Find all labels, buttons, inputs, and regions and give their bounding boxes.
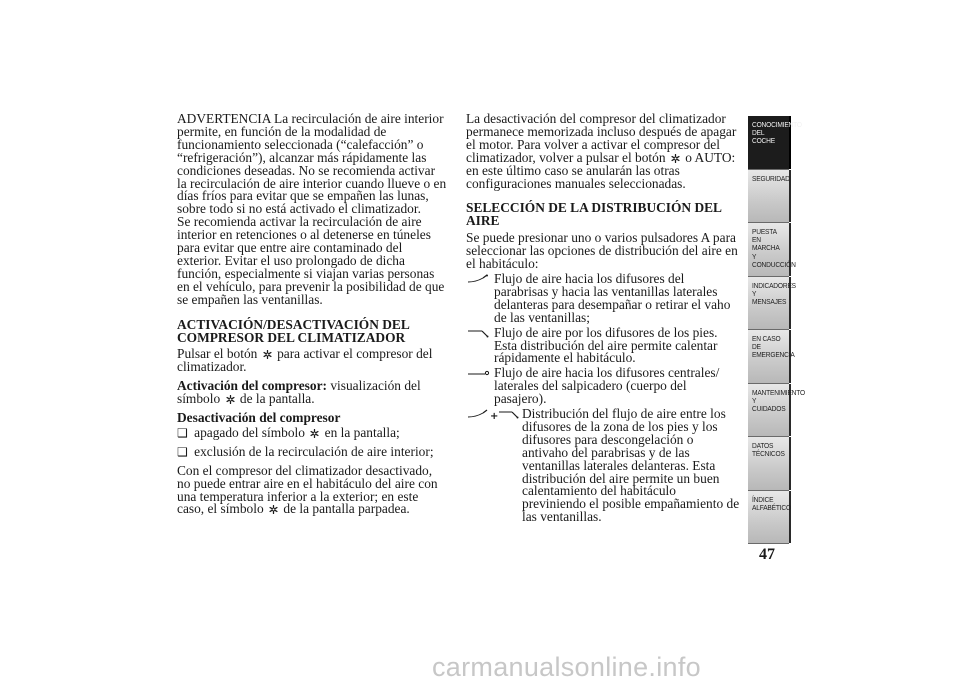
warning-paragraph <box>177 113 447 307</box>
list-item-text: Flujo de aire hacia los difusores centrales/ laterales del salpicadero (cuerpo del pasajero). <box>494 365 720 407</box>
intro-text-pre: La desactivación del compresor del climatizador permanece memorizada incluso después de apagar el motor. Para volver a activar el compresor del climatizador, volver a pulsar el botón <box>466 111 737 165</box>
tab-seguridad[interactable] <box>748 170 791 223</box>
section-title-compressor: ACTIVACIÓN/DESACTIVACIÓN DEL COMPRESOR DEL CLIMATIZADOR <box>177 316 410 345</box>
snowflake-icon <box>226 395 235 404</box>
feet-air-icon <box>466 327 490 340</box>
deactivation-label-text: Desactivación del compresor <box>177 410 341 426</box>
tab-puesta-en-marcha[interactable] <box>748 223 796 276</box>
tab-label: MANTENIMIENTO Y CUIDADOS <box>752 387 805 413</box>
tab-indicadores-y-mensajes[interactable] <box>748 277 796 330</box>
tab-en-caso-de-emergencia[interactable] <box>748 330 795 383</box>
list-item <box>466 408 742 524</box>
list-item-text: Flujo de aire hacia los difusores del parabrisas y hacia las ventanillas laterales delanteras para desempañar o retirar el vaho de las ventanillas; <box>494 270 731 325</box>
activation-paragraph <box>177 380 447 406</box>
snowflake-icon <box>263 350 272 359</box>
section-title-distribution: SELECCIÓN DE LA DISTRIBUCIÓN DEL AIRE <box>466 200 722 229</box>
distribution-intro: Se puede presionar uno o varios pulsadores A para seleccionar las opciones de distribución del aire en el habitáculo: <box>466 230 738 272</box>
page-number: 47 <box>759 546 775 563</box>
tab-indice-alfabetico[interactable] <box>748 491 791 544</box>
final-text-post: de la pantalla parpadea. <box>283 501 410 517</box>
deactivation-label <box>177 412 447 425</box>
snowflake-icon <box>671 154 680 163</box>
center-vents-air-icon <box>466 367 490 380</box>
tab-label: EN CASO DE EMERGENCIA <box>752 334 795 360</box>
snowflake-icon <box>269 505 278 514</box>
activation-label: Activación del compresor: <box>177 378 327 394</box>
left-column <box>177 113 447 522</box>
intro-paragraph <box>466 113 742 190</box>
intro-text-post: o AUTO: en este último caso se anularán las otras configuraciones manuales seleccionadas. <box>466 149 736 191</box>
right-column <box>466 113 742 526</box>
activation-text-pre: visualización del símbolo <box>177 378 421 407</box>
bullet1-pre: apagado del símbolo <box>194 424 305 440</box>
activation-text-post: de la pantalla. <box>239 391 315 407</box>
press-paragraph <box>177 348 447 374</box>
bullet-item <box>177 443 447 459</box>
tab-label: INDICADORES Y MENSAJES <box>752 280 796 306</box>
tab-label: ÍNDICE ALFABÉTICO <box>752 494 791 512</box>
feet-and-windscreen-air-icon <box>466 408 520 421</box>
windscreen-air-icon <box>466 273 490 286</box>
tab-label: SEGURIDAD <box>752 173 790 183</box>
tab-mantenimiento-y-cuidados[interactable] <box>748 384 805 437</box>
warning-text-2: Se recomienda activar la recirculación de aire interior en retenciones o al detenerse en túneles para evitar que entre aire contaminado del exterior. Evitar el uso prolongado de dicha función, especialmente si viajan varias personas en el vehículo, para prevenir la posibilidad de que se empañen las ventanillas. <box>177 214 445 307</box>
bullet2-text: exclusión de la recirculación de aire interior; <box>194 443 434 459</box>
svg-text:+: + <box>490 411 499 422</box>
bullet-item <box>177 424 447 440</box>
tab-label: DATOS TÉCNICOS <box>752 441 785 459</box>
list-item <box>466 324 742 366</box>
press-text-pre: Pulsar el botón <box>177 346 258 362</box>
tab-label: PUESTA EN MARCHA Y CONDUCCIÓN <box>752 227 796 269</box>
final-paragraph <box>177 462 447 517</box>
watermark: carmanualsonline.info <box>432 652 701 682</box>
snowflake-icon <box>310 429 319 438</box>
list-item <box>466 367 742 406</box>
final-text-pre: Con el compresor del climatizador desactivado, no puede entrar aire en el habitáculo del aire con una temperatura inferior a la exterior; en este caso, el símbolo <box>177 462 438 517</box>
list-item-text: Flujo de aire por los difusores de los pies. Esta distribución del aire permite calentar rápidamente el habitáculo. <box>494 324 718 366</box>
list-item <box>466 270 742 325</box>
press-text-post: para activar el compresor del climatizador. <box>177 346 433 375</box>
list-item-text: Distribución del flujo de aire entre los difusores de la zona de los pies y los difusores para descongelación o antivaho del parabrisas y de las ventanillas laterales delanteras. Esta distribución del aire permite un buen calentamiento del habitáculo previniendo el posible empañamiento de las ventanillas. <box>522 406 740 525</box>
warning-text: ADVERTENCIA La recirculación de aire interior permite, en función de la modalidad de funcionamiento seleccionada (“calefacción” o “refrigeración”), alcanzar más rápidamente las condiciones deseadas. No se recomienda activar la recirculación de aire interior cuando llueve o en días fríos para evitar que se empañen las lunas, sobre todo si no está activado el climatizador. <box>177 111 447 217</box>
chapter-tabs <box>748 116 805 544</box>
bullet1-post: en la pantalla; <box>324 424 400 440</box>
tab-conocimiento-del-coche[interactable] <box>748 116 802 169</box>
tab-label: CONOCIMIENTO DEL COCHE <box>752 120 802 146</box>
tab-datos-tecnicos[interactable] <box>748 437 791 490</box>
